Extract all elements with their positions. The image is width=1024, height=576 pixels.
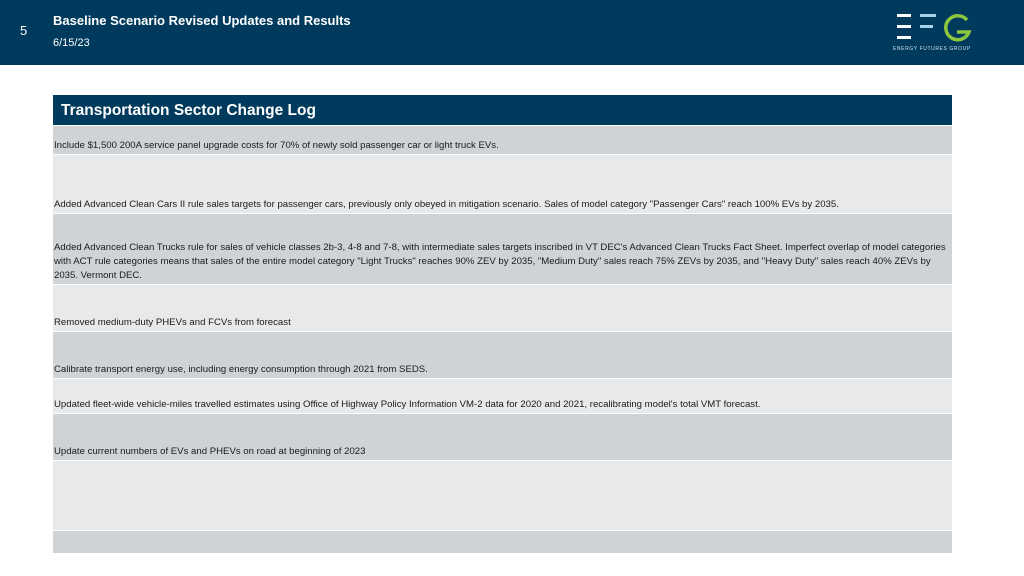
table-row — [53, 530, 952, 553]
slide-title: Baseline Scenario Revised Updates and Results — [53, 13, 351, 28]
logo-text: ENERGY FUTURES GROUP — [893, 46, 971, 52]
table-row — [53, 284, 952, 331]
slide-date: 6/15/23 — [53, 37, 90, 49]
table-row — [53, 378, 952, 413]
row-text: Calibrate transport energy use, including energy consumption through 2021 from SEDS. — [54, 364, 428, 375]
row-text: Include $1,500 200A service panel upgrade costs for 70% of newly sold passenger car or light truck EVs. — [54, 140, 499, 151]
table-title: Transportation Sector Change Log — [53, 95, 952, 125]
slide-number: 5 — [20, 23, 28, 38]
row-text: Removed medium-duty PHEVs and FCVs from forecast — [54, 317, 291, 328]
table-row — [53, 413, 952, 460]
row-text: Added Advanced Clean Cars II rule sales targets for passenger cars, previously only obeyed in mitigation scenario. Sales of model category "Passenger Cars" reach 100% EVs by 2035. — [54, 199, 839, 210]
table-row — [53, 331, 952, 378]
table-row — [53, 154, 952, 213]
slide-header — [0, 0, 1024, 65]
table-row — [53, 125, 952, 154]
row-text: Update current numbers of EVs and PHEVs on road at beginning of 2023 — [54, 446, 366, 457]
efg-logo-icon — [893, 12, 977, 46]
table-row — [53, 460, 952, 530]
row-text: Updated fleet-wide vehicle-miles travelled estimates using Office of Highway Policy Information VM-2 data for 2020 and 2021, recalibrating model's total VMT forecast. — [54, 399, 761, 410]
row-text: Added Advanced Clean Trucks rule for sales of vehicle classes 2b-3, 4-8 and 7-8, with intermediate sales targets inscribed in VT DEC's Advanced Clean Trucks Fact Sheet. Imperfect overlap of model categories with ACT rule categories means that sales of the entire model category "Light Trucks" reaches 90% ZEV by 2035, "Medium Duty" sales reach 75% ZEVs by 2035, and "Heavy Duty" sales reach 40% ZEVs by 2035. Vermont DEC. — [54, 242, 946, 281]
table-row — [53, 213, 952, 284]
change-log-table — [53, 95, 952, 553]
efg-logo — [893, 12, 977, 56]
